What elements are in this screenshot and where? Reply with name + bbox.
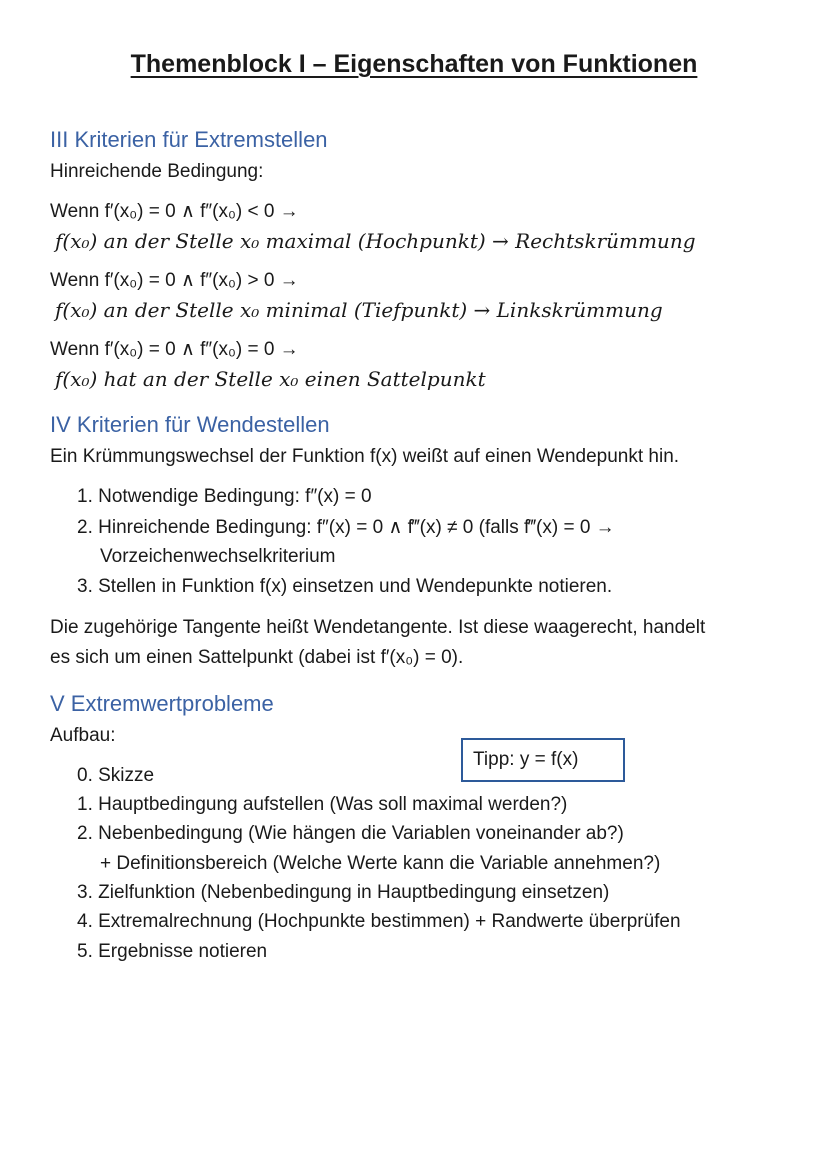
section-3-intro: Hinreichende Bedingung: [50, 161, 264, 182]
list-item: 2. Nebenbedingung (Wie hängen die Variablen voneinander ab?) [77, 823, 624, 844]
list-item: 4. Extremalrechnung (Hochpunkte bestimmen) + Randwerte überprüfen [77, 911, 681, 932]
rule-2-condition: Wenn f′(x₀) = 0 ∧ f″(x₀) > 0 → [50, 270, 299, 291]
rule-3-condition: Wenn f′(x₀) = 0 ∧ f″(x₀) = 0 → [50, 339, 299, 360]
list-item: 1. Hauptbedingung aufstellen (Was soll maximal werden?) [77, 794, 568, 815]
section-5-intro: Aufbau: [50, 725, 116, 746]
list-item: 2. Hinreichende Bedingung: f″(x) = 0 ∧ f‴(x) ≠ 0 (falls f‴(x) = 0 → [77, 517, 615, 538]
list-item-continuation: Vorzeichenwechselkriterium [100, 546, 336, 567]
section-4-intro: Ein Krümmungswechsel der Funktion f(x) weißt auf einen Wendepunkt hin. [50, 446, 680, 467]
tip-box: Tipp: y = f(x) [461, 738, 625, 782]
rule-1-condition: Wenn f′(x₀) = 0 ∧ f″(x₀) < 0 → [50, 201, 299, 222]
section-4-heading: IV Kriterien für Wendestellen [50, 412, 330, 437]
list-item: 0. Skizze [77, 765, 155, 786]
section-3-heading: III Kriterien für Extremstellen [50, 127, 328, 152]
section-4-note-line-1: Die zugehörige Tangente heißt Wendetangente. Ist diese waagerecht, handelt [50, 617, 706, 638]
list-item: 3. Stellen in Funktion f(x) einsetzen und Wendepunkte notieren. [77, 576, 613, 597]
list-item: 5. Ergebnisse notieren [77, 941, 268, 962]
rule-1-result: f(x₀) an der Stelle x₀ maximal (Hochpunkt) → Rechtskrümmung [55, 229, 696, 253]
section-4-note-line-2: es sich um einen Sattelpunkt (dabei ist f′(x₀) = 0). [50, 647, 464, 668]
rule-2-result: f(x₀) an der Stelle x₀ minimal (Tiefpunkt) → Linkskrümmung [55, 298, 663, 322]
list-item-continuation: + Definitionsbereich (Welche Werte kann die Variable annehmen?) [100, 853, 661, 874]
list-item: 1. Notwendige Bedingung: f″(x) = 0 [77, 486, 372, 507]
page-title: Themenblock I – Eigenschaften von Funktionen [130, 50, 698, 78]
list-item: 3. Zielfunktion (Nebenbedingung in Hauptbedingung einsetzen) [77, 882, 610, 903]
section-5-heading: V Extremwertprobleme [50, 691, 274, 716]
rule-3-result: f(x₀) hat an der Stelle x₀ einen Sattelpunkt [55, 367, 486, 391]
